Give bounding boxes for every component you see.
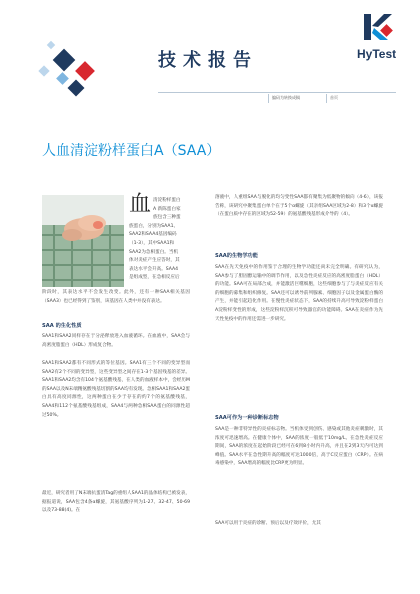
drop-cap: 血	[129, 192, 152, 217]
document-title: 人血清淀粉样蛋白A（SAA）	[42, 143, 221, 159]
paragraph: 最近，研究者用了N末端抗蛋清Tag的重组人SAA1的晶体结构已被发表，据报道说，SAA包含4条α螺旋，其氨基酸序列为1-27、32-47、50-69以及73-88(4)。在	[42, 491, 190, 514]
intro-rest: 阶段时，其表达水平不会发生改变。此外，还有一种SAA相关基因（SAA3）也已经得到了鉴别，该基因在人类中并没有表达。	[42, 290, 190, 304]
intro-line: （1-3），其中SAA1和	[129, 240, 175, 246]
intro-line: SAA2为急相蛋白。当机	[129, 249, 179, 255]
intro-line: SAA2和SAA4基因编码	[129, 232, 177, 238]
header-tag: 编码为转换成稿	[272, 95, 300, 100]
paragraph: SAA可以用于炎症的诊断、预后以及疗效评价，尤其	[215, 521, 321, 526]
paragraph: SAA在先天免疫中的作用鉴于合理的生物学功能还尚未完全明确。有研究认为，SAA参与了胆固醇运输中的调节作用，以及急性炎症反应的高密度脂蛋白（HDL）的功能。SAA可在局部合成，并能激活巨噬细胞，这些细胞参与了与炎症反应有关的细胞的募集和组织修复。SAA还可以诱导前列腺素、细胞因子以及金属蛋白酶的产生，并能引起趋化作用。在慢性炎症状态下，SAA的持续升高可导致淀粉样蛋白A淀粉样变性的形成，这些淀粉样沉积可导致器官的功能障碍。SAA在炎症作为先天性免疫中的作用还需进一步研究。	[215, 265, 383, 322]
section-heading: SAA 的生化性质	[42, 323, 82, 329]
page-tag: 首页	[330, 95, 338, 100]
section-heading: SAA的生物学功能	[215, 253, 258, 259]
hands-photo	[42, 195, 124, 287]
intro-line: 族包含三种蛋	[153, 215, 181, 221]
intro-line: 清淀粉样蛋白	[153, 198, 181, 203]
paragraph: 溶液中，人重组SAA与脱化的均匀变性SAA都有聚集为低聚物的倾向（4-6），该报告称，该研究中聚集蛋白单个在于5个α螺旋（其亲组SAA区域为2-8）和3个α螺旋（在蛋白质中存在的区域为52-59）的氨基酸残基形成介导的（4）。	[215, 195, 383, 218]
intro-line: 族蛋白，分别为SAA1、	[129, 223, 179, 229]
paragraph: SAA1和SAA2同样存在于分泌释放进入血液循环。在血液中，SAA会与高密度脂蛋白（HDL）形成复合物。	[42, 334, 190, 348]
intro-line: A 新陈蛋白家	[153, 206, 181, 212]
intro-line: 表达水平会升高。SAA4	[129, 266, 179, 272]
intro-line: 体对炎症产生应答时，其	[129, 258, 180, 264]
square-decor	[56, 72, 69, 85]
section-heading: SAA可作为一种诊断标志物	[215, 415, 279, 421]
report-title: 技术报告	[158, 50, 258, 71]
paragraph: SAA是一种非特异性的炎症标志物。当机体受到创伤、感染或其他炎症刺激时，其浓度可迅速增高。在健康个体中，SAA的浓度一般低于10mg/L。在急性炎症反应期间，SAA的浓度在起始阶段已经可在6到8小时内升高，并且在2到3天内可达到峰值。SAA水平在急性期升高的幅度可达1000倍，高于C反应蛋白（CRP）。在病毒感染中，SAA增高的幅度比CRP更为明显。	[215, 427, 383, 467]
square-decor	[53, 49, 76, 72]
intro-line: 是组成型，在急相反应后	[129, 275, 180, 281]
square-decor	[38, 65, 49, 76]
header-separator	[268, 94, 269, 103]
square-decor	[68, 80, 85, 97]
paragraph: SAA1和SAA2都有不同形式的等位基因。SAA1有三个不同的变异型而SAA2有2个不同的变异型，这些变异型之间存在1-3个基因残基的差异。SAA1和SAA2均含有104个氨基酸残基，在人类的血液样本中，会经历M的SAA以及N末端精氨酸残基切割的SAA均有发现。急相SAA1和SAA2蛋白具有高度同源性，这两种蛋白在少于存在的约7个的氨基酸残基，SAA4和112个氨基酸残基组成，SAA4与两种急相SAA蛋白的同源性超过50%。	[42, 361, 191, 418]
brand-name: HyTest	[357, 47, 397, 61]
intro-short-lines	[129, 197, 189, 283]
header-divider	[158, 92, 396, 93]
square-decor	[47, 41, 55, 49]
header-separator	[326, 94, 327, 103]
decorative-squares	[30, 22, 140, 142]
square-decor	[75, 61, 95, 81]
